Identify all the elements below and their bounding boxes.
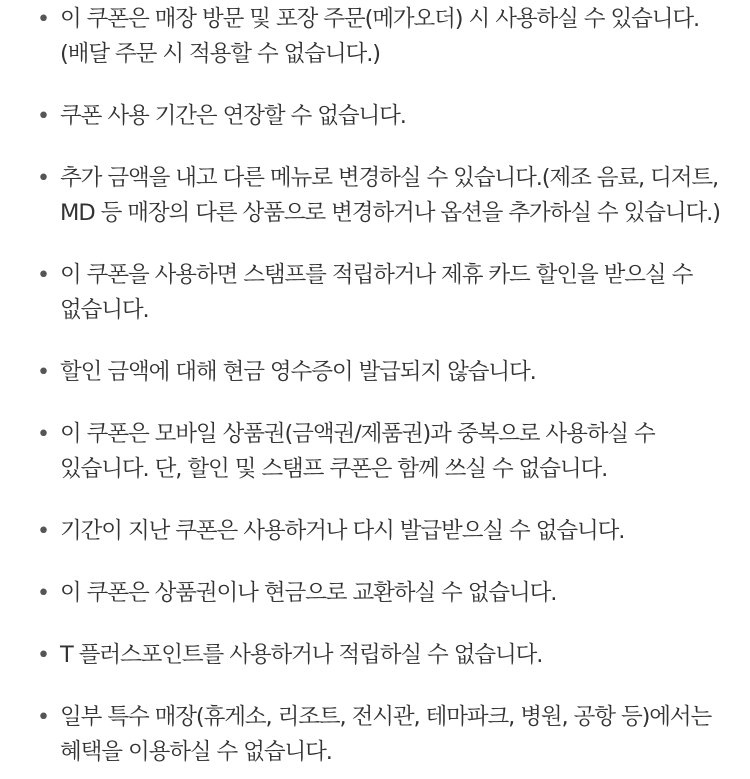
notice-item-no-exchange	[0, 576, 750, 611]
bullet-icon: •	[36, 704, 50, 730]
notice-item-special-stores	[0, 700, 750, 770]
notice-item-store-visit	[0, 2, 750, 72]
notice-text: 이 쿠폰을 사용하면 스탬프를 적립하거나 제휴 카드 할인을 받으실 수 없습니다.	[60, 262, 693, 323]
bullet-icon: •	[36, 518, 50, 544]
bullet-icon: •	[36, 359, 50, 385]
notice-text: 이 쿠폰은 모바일 상품권(금액권/제품권)과 중복으로 사용하실 수 있습니다. 단, 할인 및 스탬프 쿠폰은 함께 쓰실 수 없습니다.	[60, 421, 655, 482]
bullet-icon: •	[36, 580, 50, 606]
bullet-icon: •	[36, 262, 50, 288]
notice-text: 쿠폰 사용 기간은 연장할 수 없습니다.	[60, 103, 406, 129]
notice-item-no-stamp	[0, 258, 750, 328]
notice-item-t-point	[0, 638, 750, 673]
notice-text: 일부 특수 매장(휴게소, 리조트, 전시관, 테마파크, 병원, 공항 등)에서는 혜택을 이용하실 수 없습니다.	[60, 704, 712, 765]
notice-item-no-extension	[0, 99, 750, 134]
bullet-icon: •	[36, 103, 50, 129]
notice-item-expired	[0, 514, 750, 549]
notice-text: 추가 금액을 내고 다른 메뉴로 변경하실 수 있습니다.(제조 음료, 디저트, MD 등 매장의 다른 상품으로 변경하거나 옵션을 추가하실 수 있습니다.)	[60, 165, 720, 226]
bullet-icon: •	[36, 6, 50, 32]
bullet-icon: •	[36, 642, 50, 668]
notice-text: 이 쿠폰은 상품권이나 현금으로 교환하실 수 없습니다.	[60, 580, 557, 606]
notice-text: 할인 금액에 대해 현금 영수증이 발급되지 않습니다.	[60, 359, 536, 385]
notice-text: T 플러스포인트를 사용하거나 적립하실 수 없습니다.	[60, 642, 543, 668]
bullet-icon: •	[36, 165, 50, 191]
bullet-icon: •	[36, 421, 50, 447]
notice-item-no-receipt	[0, 355, 750, 390]
notice-item-gift-card	[0, 417, 750, 487]
notice-item-menu-change	[0, 161, 750, 231]
notice-text: 기간이 지난 쿠폰은 사용하거나 다시 발급받으실 수 없습니다.	[60, 518, 625, 544]
notice-text: 이 쿠폰은 매장 방문 및 포장 주문(메가오더) 시 사용하실 수 있습니다.(배달 주문 시 적용할 수 없습니다.)	[60, 6, 700, 67]
